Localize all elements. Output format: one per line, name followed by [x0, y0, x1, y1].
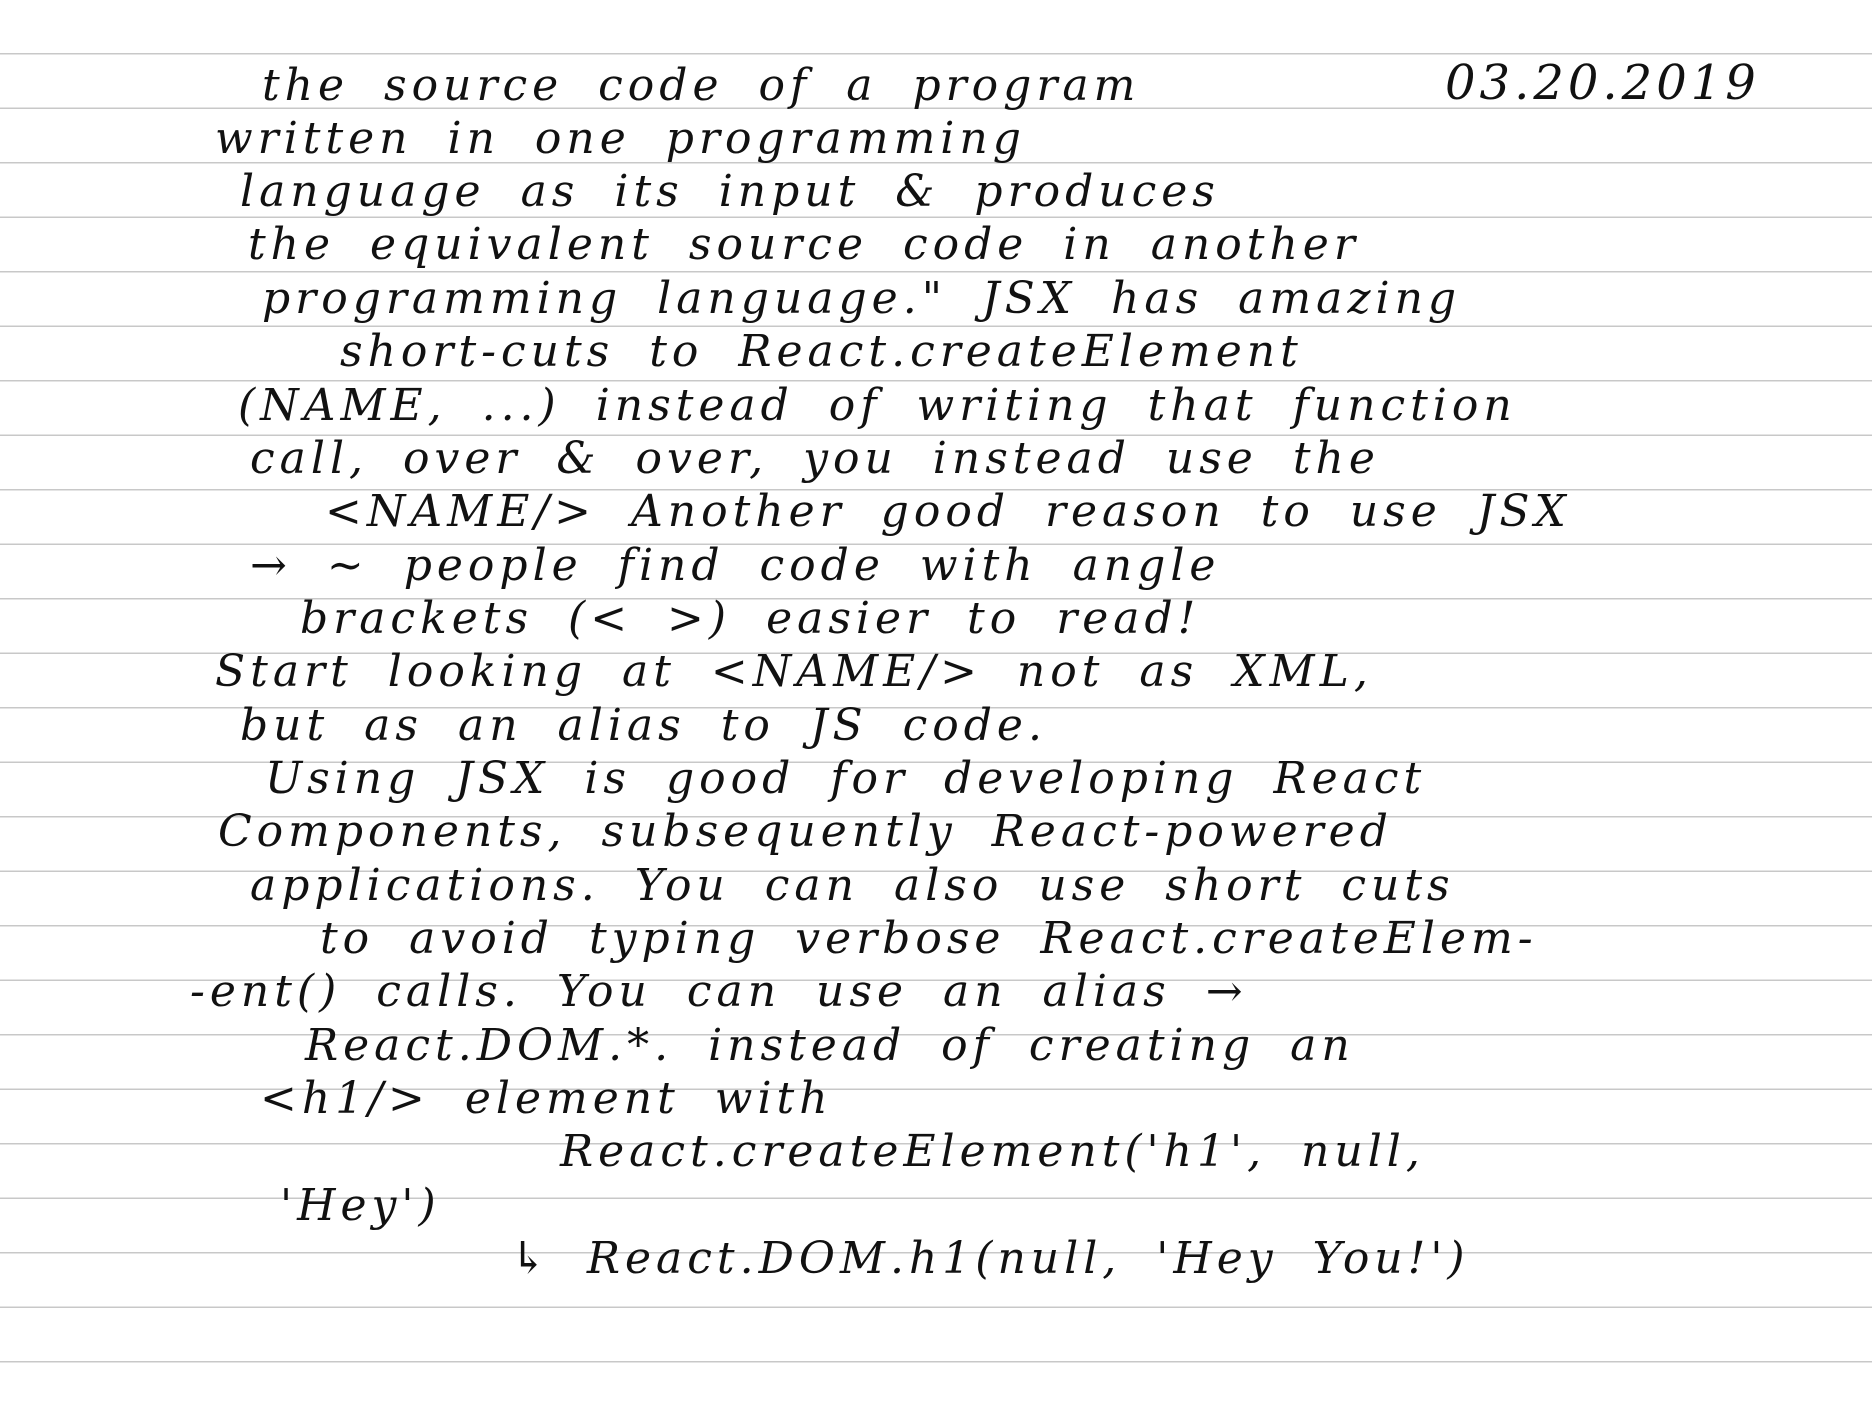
note-line: React.createElement('h1', null,	[560, 1126, 1425, 1177]
note-line: (NAME, ...) instead of writing that function	[238, 380, 1517, 431]
note-line: language as its input & produces	[240, 166, 1220, 217]
note-line: Start looking at <NAME/> not as XML,	[215, 646, 1373, 697]
note-line: brackets (< >) easier to read!	[300, 593, 1201, 644]
note-line: the equivalent source code in another	[248, 219, 1360, 270]
note-line: ↳ React.DOM.h1(null, 'Hey You!')	[510, 1233, 1470, 1284]
note-line: -ent() calls. You can use an alias →	[190, 966, 1248, 1017]
note-line: <NAME/> Another good reason to use JSX	[325, 486, 1571, 537]
note-line: short-cuts to React.createElement	[340, 326, 1303, 377]
note-line: applications. You can also use short cuts	[250, 860, 1455, 911]
note-line: but as an alias to JS code.	[240, 700, 1047, 751]
note-date: 03.20.2019	[1445, 55, 1760, 111]
note-line: <h1/> element with	[260, 1073, 833, 1124]
note-line: React.DOM.*. instead of creating an	[305, 1020, 1355, 1071]
note-line: programming language." JSX has amazing	[262, 273, 1462, 324]
note-line: Using JSX is good for developing React	[265, 753, 1427, 804]
note-line: Components, subsequently React-powered	[218, 806, 1393, 857]
note-line: the source code of a program	[262, 60, 1141, 111]
note-line: call, over & over, you instead use the	[250, 433, 1380, 484]
note-line: 'Hey')	[280, 1180, 441, 1231]
note-line: → ~ people find code with angle	[250, 540, 1221, 591]
note-line: written in one programming	[215, 113, 1026, 164]
note-line: to avoid typing verbose React.createElem-	[320, 913, 1538, 964]
